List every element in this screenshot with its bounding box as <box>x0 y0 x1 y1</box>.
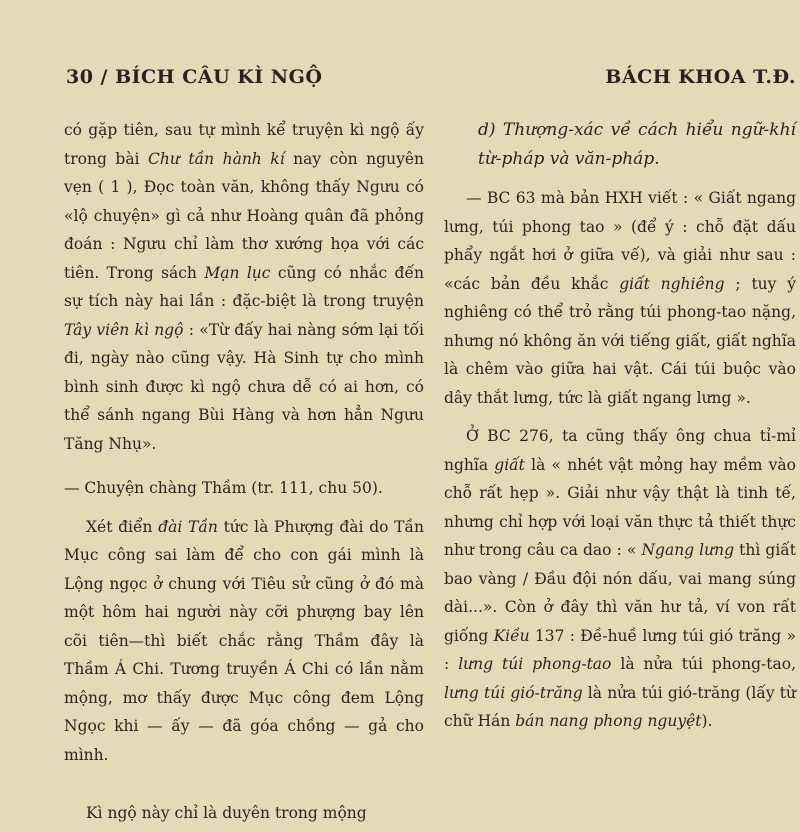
left-paragraph-3: Xét điển đài Tần tức là Phượng đài do Tần Mục công sai làm để cho con gái mình là Lộng ngọc ở chung với Tiêu sử cũng ở đó mà một hôm hai người này cỡi phượng bay lên cõi tiên—thì biết chắc rằng Thầm đây là Thầm Á Chi. Tương truyền Á Chi có lần nằm mộng, mơ thấy được Mục công đem Lộng Ngọc khi — ấy — đã góa chồng — gả cho mình. <box>64 517 424 764</box>
section-heading: d) Thượng-xác về cách hiểu ngữ-khí từ-pháp và văn-pháp. <box>478 120 796 169</box>
left-paragraph-1: có gặp tiên, sau tự mình kể truyện kì ngộ ấy trong bài Chư tần hành kí nay còn nguyên vẹn ( 1 ), Đọc toàn văn, không thấy Ngưu có «lộ chuyện» gì cả như Hoàng quân đã phỏng đoán : Ngưu chỉ làm thơ xướng họa với các tiên. Trong sách Mạn lục cũng có nhắc đến sự tích này hai lần : đặc-biệt là trong truyện Tây viên kì ngộ : «Từ đấy hai nàng sớm lại tối đi, ngày nào cũng vậy. Hà Sinh tự cho mình bình sinh được kì ngộ chưa dễ có ai hơn, có thể sánh ngang Bùi Hàng và hơn hẳn Ngưu Tăng Nhụ». <box>64 121 424 453</box>
header-right: BÁCH KHOA T.Đ. <box>605 66 796 88</box>
right-paragraph-1: — BC 63 mà bản HXH viết : « Giất ngang lưng, túi phong tao » (để ý : chỗ đặt dấu phẩy ngắt hơi ở giữa vế), và giải như sau : «các bản đều khắc giất nghiêng ; tuy ý nghiêng có thể trỏ rằng túi phong-tao nặng, nhưng nó không ăn với tiếng giất, giất nghĩa là chêm vào giữa hai vật. Cái túi buộc vào dây thắt lưng, tức là giất ngang lưng ». <box>444 189 796 407</box>
header-left: 30 / BÍCH CÂU KÌ NGỘ <box>66 66 323 88</box>
left-paragraph-4: Kì ngộ này chỉ là duyên trong mộng <box>86 804 367 822</box>
running-header <box>66 66 796 94</box>
right-column <box>444 116 796 736</box>
left-column <box>64 116 424 769</box>
right-paragraph-2: Ở BC 276, ta cũng thấy ông chua tỉ-mỉ nghĩa giất là « nhét vật mỏng hay mềm vào chỗ rất hẹp ». Giải như vậy thật là tinh tế, nhưng chỉ hợp với loại văn thực tả thiết thực như trong câu ca dao : « Ngang lưng thì giất bao vàng / Đầu đội nón dấu, vai mang súng dài...». Còn ở đây thì văn hư tả, ví von rất giống Kiều 137 : Đề-huề lưng túi gió trăng » : lưng túi phong-tao là nửa túi phong-tao, lưng túi gió-trăng là nửa túi gió-trăng (lấy từ chữ Hán bán nang phong nguyệt). <box>444 427 797 730</box>
left-paragraph-2: — Chuyện chàng Thầm (tr. 111, chu 50). <box>64 479 383 497</box>
